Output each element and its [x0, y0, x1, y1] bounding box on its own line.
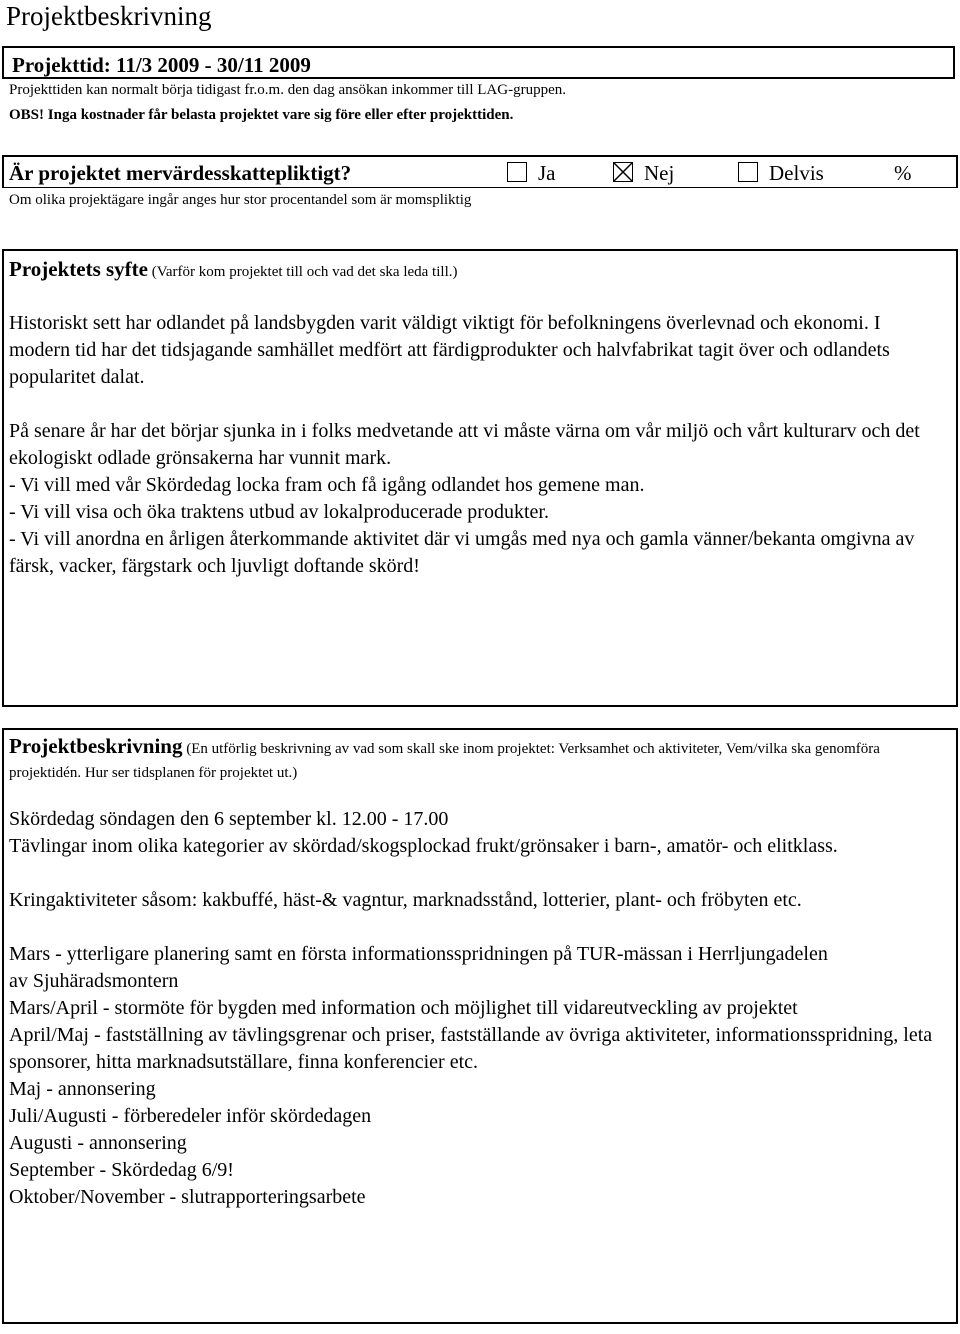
project-period-note: Projekttiden kan normalt börja tidigast fr.o.m. den dag ansökan inkommer till LAG-gruppen.: [9, 82, 566, 98]
plan-line: Mars - ytterligare planering samt en första informationsspridningen på TUR-mässan i Herrljungadelen av Sjuhäradsmontern: [9, 943, 828, 992]
beskrivning-heading-row: [9, 734, 944, 785]
syfte-paragraph-2: På senare år har det börjar sjunka in i folks medvetande att vi måste värna om vår miljö och vårt kulturarv och det ekologiskt odlade grönsakerna har vunnit mark.: [9, 420, 920, 469]
check-cross-icon: [614, 163, 634, 183]
checkbox-ja-label: Ja: [538, 161, 556, 185]
event-line: Skördedag söndagen den 6 september kl. 12.00 - 17.00: [9, 808, 449, 830]
syfte-paragraph-1: Historiskt sett har odlandet på landsbygden varit väldigt viktigt för befolkningens överlevnad och ekonomi. I modern tid har det tidsjagande samhället medfört att färdigprodukter och halvfabrikat tagit över och odlandets popularitet dalat.: [9, 312, 890, 388]
beskrivning-heading: Projektbeskrivning: [9, 734, 183, 758]
syfte-bullet: - Vi vill med vår Skördedag locka fram och få igång odlandet hos gemene man.: [9, 474, 645, 496]
plan-line: Mars/April - stormöte för bygden med information och möjlighet till vidareutveckling av projektet: [9, 997, 798, 1019]
syfte-bullet: - Vi vill anordna en årligen återkommande aktivitet där vi umgås med nya och gamla vänner/bekanta omgivna av färsk, vacker, färgstark och ljuvligt doftande skörd!: [9, 528, 915, 577]
event-line: Kringaktiviteter såsom: kakbuffé, häst-& vagntur, marknadsstånd, lotterier, plant- och fröbyten etc.: [9, 889, 802, 911]
checkbox-nej[interactable]: [613, 162, 633, 182]
project-period-box: [2, 46, 955, 79]
project-period-title: Projekttid: 11/3 2009 - 30/11 2009: [12, 53, 311, 77]
syfte-heading: Projektets syfte: [9, 257, 148, 281]
page-title: Projektbeskrivning: [6, 1, 212, 31]
plan-line: April/Maj - fastställning av tävlingsgrenar och priser, fastställande av övriga aktiviteter, informationsspridning, leta sponsorer, hitta marknadsutställare, finna konferencier etc.: [9, 1024, 933, 1073]
plan-line: Juli/Augusti - förberedeler inför skördedagen: [9, 1105, 372, 1127]
plan-line: Maj - annonsering: [9, 1078, 156, 1100]
plan-line: Oktober/November - slutrapporteringsarbete: [9, 1186, 366, 1208]
project-period-warning: OBS! Inga kostnader får belasta projektet vare sig före eller efter projekttiden.: [9, 107, 514, 123]
beskrivning-subheading: (En utförlig beskrivning av vad som skall ske inom projektet: Verksamhet och aktiviteter, Vem/vilka ska genomföra projektidén. Hur ser tidsplanen för projektet ut.): [9, 741, 880, 781]
vat-question: Är projektet mervärdesskattepliktigt?: [9, 161, 352, 185]
syfte-heading-row: [9, 257, 457, 284]
checkbox-delvis[interactable]: [738, 162, 758, 182]
plan-line: September - Skördedag 6/9!: [9, 1159, 234, 1181]
vat-note: Om olika projektägare ingår anges hur stor procentandel som är momspliktig: [9, 192, 472, 208]
syfte-subheading: (Varför kom projektet till och vad det ska leda till.): [151, 264, 458, 280]
percent-sign: %: [894, 161, 912, 185]
checkbox-delvis-label: Delvis: [769, 161, 824, 185]
plan-line: Augusti - annonsering: [9, 1132, 187, 1154]
checkbox-nej-label: Nej: [644, 161, 675, 185]
syfte-bullet: - Vi vill visa och öka traktens utbud av lokalproducerade produkter.: [9, 501, 549, 523]
checkbox-ja[interactable]: [507, 162, 527, 182]
event-line: Tävlingar inom olika kategorier av skördad/skogsplockad frukt/grönsaker i barn-, amatör- och elitklass.: [9, 835, 838, 857]
